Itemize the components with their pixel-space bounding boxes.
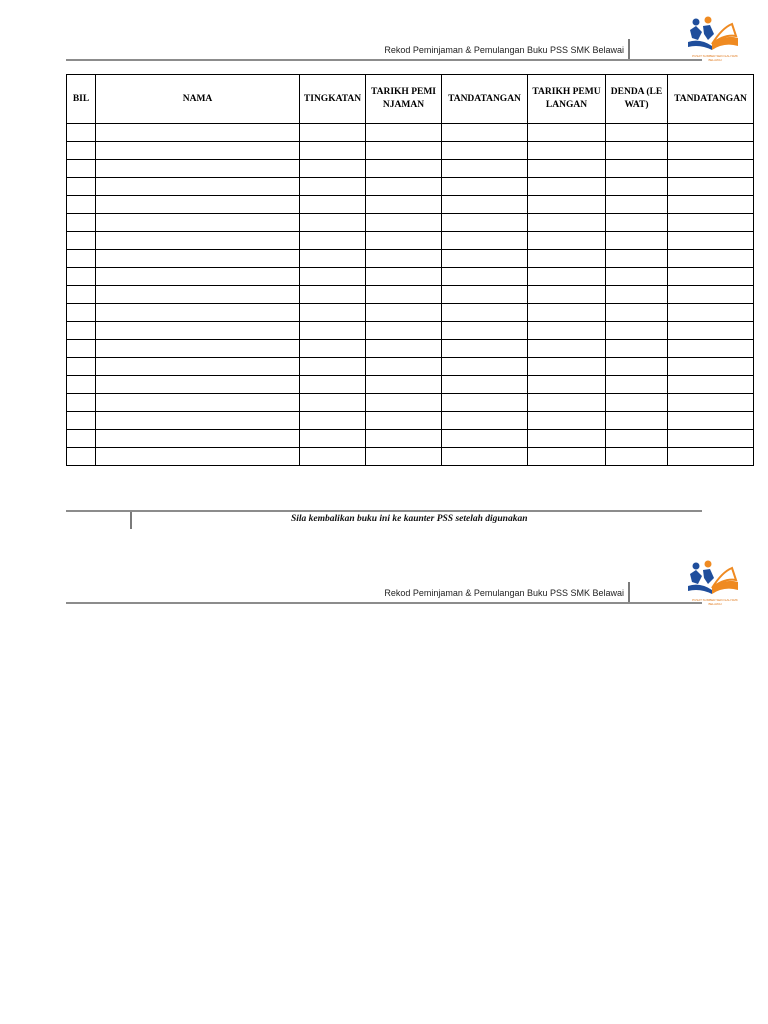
table-cell: [67, 412, 96, 430]
table-header-row: [67, 75, 754, 124]
table-cell: [366, 286, 442, 304]
table-cell: [528, 232, 606, 250]
table-cell: [668, 160, 754, 178]
table-cell: [366, 160, 442, 178]
table-cell: [606, 268, 668, 286]
table-cell: [96, 286, 300, 304]
table-cell: [606, 430, 668, 448]
table-cell: [528, 322, 606, 340]
table-cell: [67, 196, 96, 214]
table-cell: [96, 178, 300, 196]
table-cell: [96, 376, 300, 394]
school-logo-next: [686, 560, 742, 608]
column-header-denda: DENDA (LEWAT): [606, 75, 668, 124]
table-cell: [300, 448, 366, 466]
table-cell: [606, 160, 668, 178]
table-cell: [366, 430, 442, 448]
table-cell: [96, 142, 300, 160]
table-cell: [668, 268, 754, 286]
table-cell: [606, 394, 668, 412]
table-cell: [442, 250, 528, 268]
table-cell: [366, 340, 442, 358]
table-cell: [668, 250, 754, 268]
table-cell: [366, 268, 442, 286]
table-cell: [606, 214, 668, 232]
table-cell: [528, 250, 606, 268]
table-cell: [528, 160, 606, 178]
table-cell: [300, 232, 366, 250]
header-title-next: Rekod Peminjaman & Pemulangan Buku PSS SMK Belawai: [384, 588, 624, 598]
table-cell: [668, 232, 754, 250]
column-header-bil: BIL: [67, 75, 96, 124]
table-cell: [300, 124, 366, 142]
table-cell: [96, 304, 300, 322]
table-cell: [67, 358, 96, 376]
table-cell: [668, 142, 754, 160]
table-cell: [606, 196, 668, 214]
table-cell: [528, 412, 606, 430]
table-row: [67, 322, 754, 340]
table-cell: [442, 376, 528, 394]
table-cell: [96, 448, 300, 466]
page-header: [66, 31, 702, 61]
table-cell: [366, 124, 442, 142]
table-cell: [528, 178, 606, 196]
table-cell: [668, 340, 754, 358]
table-cell: [606, 142, 668, 160]
table-cell: [366, 358, 442, 376]
table-cell: [67, 142, 96, 160]
table-cell: [528, 214, 606, 232]
table-cell: [96, 340, 300, 358]
table-cell: [668, 358, 754, 376]
table-cell: [668, 448, 754, 466]
table-cell: [442, 358, 528, 376]
table-cell: [300, 358, 366, 376]
table-cell: [96, 430, 300, 448]
table-cell: [67, 340, 96, 358]
table-cell: [67, 268, 96, 286]
table-cell: [300, 178, 366, 196]
table-cell: [528, 448, 606, 466]
table-cell: [606, 358, 668, 376]
table-cell: [442, 232, 528, 250]
column-header-tandatangan-pulang: TANDATANGAN: [668, 75, 754, 124]
table-cell: [366, 214, 442, 232]
table-cell: [442, 304, 528, 322]
table-row: [67, 394, 754, 412]
table-cell: [606, 376, 668, 394]
header-rule: [66, 59, 702, 61]
table-cell: [67, 214, 96, 232]
table-row: [67, 286, 754, 304]
table-cell: [96, 394, 300, 412]
table-row: [67, 376, 754, 394]
header-title: Rekod Peminjaman & Pemulangan Buku PSS SMK Belawai: [384, 45, 624, 55]
table-cell: [442, 214, 528, 232]
table-cell: [668, 178, 754, 196]
table-cell: [528, 196, 606, 214]
table-cell: [528, 142, 606, 160]
table-row: [67, 448, 754, 466]
footer-rule: [66, 510, 702, 512]
table-cell: [606, 286, 668, 304]
table-cell: [668, 412, 754, 430]
table-cell: [668, 124, 754, 142]
table-cell: [300, 304, 366, 322]
table-cell: [442, 124, 528, 142]
table-cell: [668, 304, 754, 322]
column-header-nama: NAMA: [96, 75, 300, 124]
table-cell: [366, 322, 442, 340]
table-cell: [300, 250, 366, 268]
table-cell: [96, 322, 300, 340]
table-cell: [300, 340, 366, 358]
table-cell: [366, 250, 442, 268]
table-cell: [528, 430, 606, 448]
table-cell: [606, 412, 668, 430]
header-divider: [628, 39, 630, 59]
table-cell: [300, 214, 366, 232]
table-row: [67, 304, 754, 322]
table-cell: [528, 340, 606, 358]
table-cell: [668, 322, 754, 340]
table-cell: [67, 178, 96, 196]
table-cell: [606, 250, 668, 268]
table-cell: [442, 394, 528, 412]
column-header-tandatangan-pinjam: TANDATANGAN: [442, 75, 528, 124]
table-row: [67, 430, 754, 448]
table-cell: [366, 304, 442, 322]
table-cell: [67, 160, 96, 178]
table-cell: [300, 376, 366, 394]
column-header-tarikh-peminjaman: TARIKH PEMINJAMAN: [366, 75, 442, 124]
table-cell: [528, 304, 606, 322]
table-row: [67, 412, 754, 430]
table-cell: [300, 268, 366, 286]
page-footer: [66, 510, 702, 530]
table-cell: [366, 178, 442, 196]
table-body: [67, 124, 754, 466]
table-cell: [67, 250, 96, 268]
table-cell: [442, 286, 528, 304]
table-cell: [366, 448, 442, 466]
table-cell: [300, 430, 366, 448]
table-cell: [300, 196, 366, 214]
table-cell: [606, 178, 668, 196]
table-cell: [96, 358, 300, 376]
table-cell: [442, 448, 528, 466]
table-row: [67, 250, 754, 268]
table-cell: [300, 394, 366, 412]
table-cell: [96, 160, 300, 178]
table-row: [67, 340, 754, 358]
table-row: [67, 214, 754, 232]
logo-caption-next: PUSAT SUMBER SEKOLAH SMK BELAWAI: [692, 598, 738, 606]
table-cell: [668, 214, 754, 232]
table-cell: [67, 232, 96, 250]
table-cell: [366, 394, 442, 412]
table-row: [67, 358, 754, 376]
table-cell: [96, 250, 300, 268]
table-cell: [96, 214, 300, 232]
table-row: [67, 196, 754, 214]
column-header-tingkatan: TINGKATAN: [300, 75, 366, 124]
table-cell: [442, 430, 528, 448]
table-cell: [96, 124, 300, 142]
table-cell: [442, 268, 528, 286]
table-cell: [300, 142, 366, 160]
table-cell: [668, 286, 754, 304]
table-cell: [366, 196, 442, 214]
table-cell: [300, 322, 366, 340]
table-cell: [96, 412, 300, 430]
table-cell: [67, 430, 96, 448]
page-header-next: [66, 574, 702, 604]
table-cell: [528, 358, 606, 376]
table-row: [67, 142, 754, 160]
table-cell: [606, 304, 668, 322]
table-cell: [442, 178, 528, 196]
table-cell: [442, 340, 528, 358]
loan-record-table: [66, 74, 754, 466]
school-logo: [686, 16, 742, 64]
table-row: [67, 178, 754, 196]
table-cell: [67, 394, 96, 412]
table-cell: [528, 268, 606, 286]
table-cell: [96, 232, 300, 250]
table-cell: [96, 268, 300, 286]
table-cell: [528, 286, 606, 304]
header-rule-next: [66, 602, 702, 604]
table-cell: [442, 160, 528, 178]
table-cell: [606, 448, 668, 466]
table-row: [67, 124, 754, 142]
table-cell: [67, 304, 96, 322]
table-cell: [366, 142, 442, 160]
table-cell: [442, 412, 528, 430]
table-row: [67, 232, 754, 250]
table-cell: [668, 394, 754, 412]
table-cell: [606, 322, 668, 340]
table-cell: [606, 340, 668, 358]
table-row: [67, 160, 754, 178]
table-cell: [668, 430, 754, 448]
table-cell: [668, 196, 754, 214]
footer-note: Sila kembalikan buku ini ke kaunter PSS setelah digunakan: [291, 514, 528, 524]
table-cell: [442, 142, 528, 160]
table-cell: [366, 412, 442, 430]
table-cell: [528, 376, 606, 394]
table-cell: [96, 196, 300, 214]
table-cell: [528, 124, 606, 142]
table-cell: [442, 196, 528, 214]
table-cell: [300, 412, 366, 430]
column-header-tarikh-pemulangan: TARIKH PEMULANGAN: [528, 75, 606, 124]
table-cell: [366, 376, 442, 394]
table-cell: [67, 124, 96, 142]
table-cell: [300, 160, 366, 178]
table-cell: [67, 322, 96, 340]
footer-divider: [130, 512, 132, 529]
table-cell: [606, 232, 668, 250]
table-cell: [668, 376, 754, 394]
table-row: [67, 268, 754, 286]
table-cell: [67, 376, 96, 394]
table-cell: [606, 124, 668, 142]
table-cell: [300, 286, 366, 304]
logo-caption: PUSAT SUMBER SEKOLAH SMK BELAWAI: [692, 54, 738, 62]
table-cell: [528, 394, 606, 412]
header-divider-next: [628, 582, 630, 602]
table-cell: [366, 232, 442, 250]
table-cell: [67, 286, 96, 304]
table-cell: [442, 322, 528, 340]
table-cell: [67, 448, 96, 466]
